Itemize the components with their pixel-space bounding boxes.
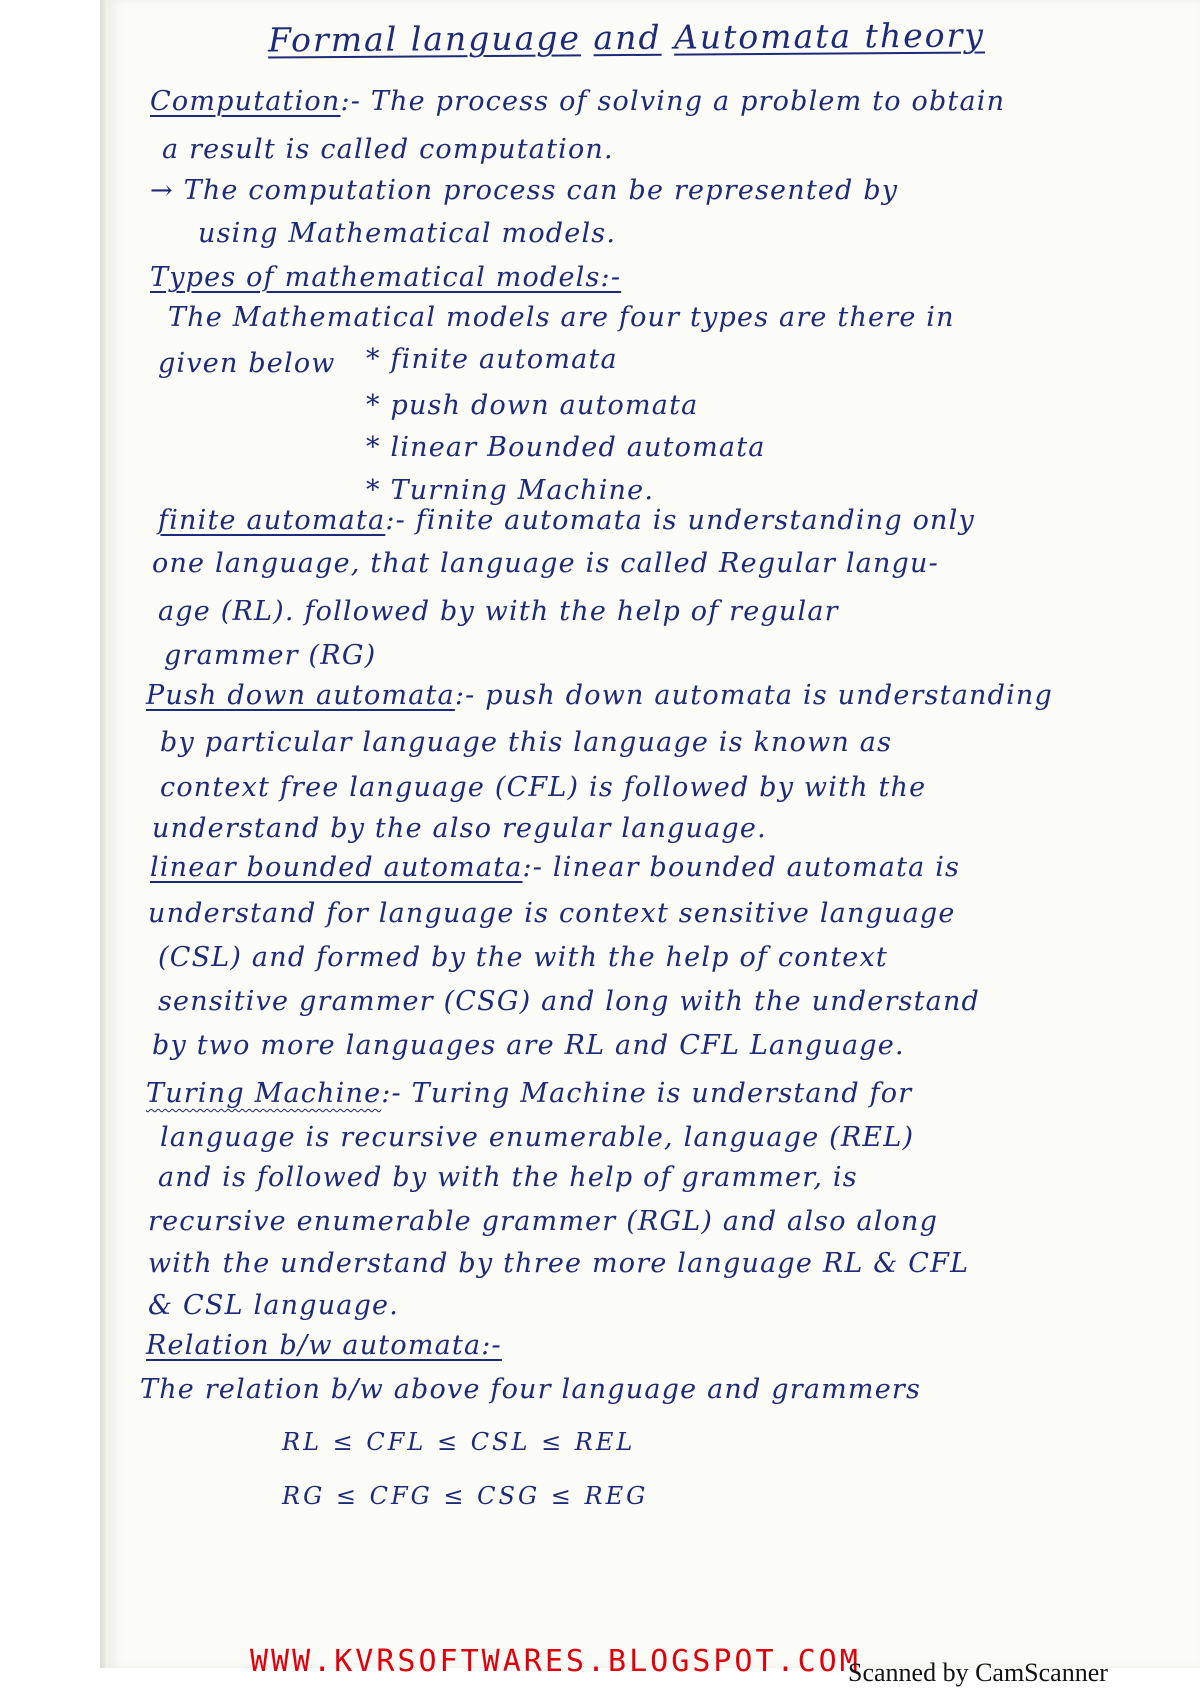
lba-heading: linear bounded automata — [150, 852, 523, 883]
pda-line-4: understand by the also regular language. — [152, 813, 767, 844]
tm-line-4: recursive enumerable grammer (RGL) and also along — [148, 1206, 939, 1237]
finite-line-4: grammer (RG) — [164, 640, 377, 671]
model-item-3: * linear Bounded automata — [366, 432, 766, 463]
language-hierarchy: RL ≤ CFL ≤ CSL ≤ REL — [282, 1428, 636, 1456]
pda-line-1 — [146, 680, 1053, 711]
grammar-hierarchy: RG ≤ CFG ≤ CSG ≤ REG — [282, 1482, 649, 1510]
types-line-1: The Mathematical models are four types are there in — [168, 302, 955, 333]
tm-line-1 — [146, 1078, 912, 1109]
finite-heading: finite automata — [158, 505, 386, 536]
footer-url: WWW.KVRSOFTWARES.BLOGSPOT.COM — [250, 1644, 861, 1679]
tm-line-6: & CSL language. — [148, 1290, 400, 1321]
page-title — [268, 15, 985, 59]
tm-text-1: :- Turing Machine is understand for — [381, 1078, 913, 1109]
finite-line-2: one language, that language is called Regular langu- — [152, 548, 939, 579]
relation-heading-text: Relation b/w automata:- — [146, 1330, 502, 1361]
relation-heading — [146, 1330, 502, 1361]
lba-line-4: sensitive grammer (CSG) and long with the understand — [158, 986, 981, 1017]
title-part-1: Formal language — [267, 18, 582, 60]
model-item-1: * finite automata — [366, 344, 618, 375]
lba-line-2: understand for language is context sensitive language — [148, 898, 956, 929]
finite-line-1 — [158, 505, 975, 536]
lba-line-1 — [150, 852, 960, 883]
scanner-watermark: Scanned by CamScanner — [848, 1658, 1108, 1687]
types-heading — [150, 262, 621, 293]
finite-text-1: :- finite automata is understanding only — [385, 505, 975, 536]
finite-line-3: age (RL). followed by with the help of regular — [158, 596, 839, 627]
lba-line-5: by two more languages are RL and CFL Language. — [152, 1030, 905, 1061]
tm-line-2: language is recursive enumerable, language (REL) — [160, 1122, 915, 1153]
title-part-2: and — [593, 17, 662, 58]
computation-line-2: a result is called computation. — [162, 134, 614, 165]
tm-heading: Turing Machine — [146, 1078, 382, 1109]
tm-line-3: and is followed by with the help of grammer, is — [158, 1162, 858, 1193]
lba-text-1: :- linear bounded automata is — [522, 852, 961, 883]
computation-text-1: :- The process of solving a problem to obtain — [340, 86, 1006, 117]
pda-line-2: by particular language this language is known as — [160, 727, 893, 758]
model-item-2: * push down automata — [366, 390, 699, 421]
pda-line-3: context free language (CFL) is followed by with the — [160, 772, 927, 803]
computation-heading: Computation — [150, 86, 341, 117]
types-line-2: given below — [158, 348, 336, 379]
title-part-3: Automata theory — [673, 15, 986, 57]
computation-line-1 — [150, 86, 1005, 117]
pda-text-1: :- push down automata is understanding — [454, 680, 1054, 711]
model-item-4: * Turning Machine. — [366, 475, 655, 506]
types-heading-text: Types of mathematical models:- — [150, 262, 622, 293]
relation-line-1: The relation b/w above four language and grammers — [140, 1374, 922, 1405]
computation-line-4: using Mathematical models. — [198, 218, 617, 249]
lba-line-3: (CSL) and formed by the with the help of context — [158, 942, 888, 973]
computation-line-3: → The computation process can be represented by — [150, 175, 899, 206]
pda-heading: Push down automata — [146, 680, 455, 711]
tm-line-5: with the understand by three more language RL & CFL — [148, 1248, 970, 1279]
